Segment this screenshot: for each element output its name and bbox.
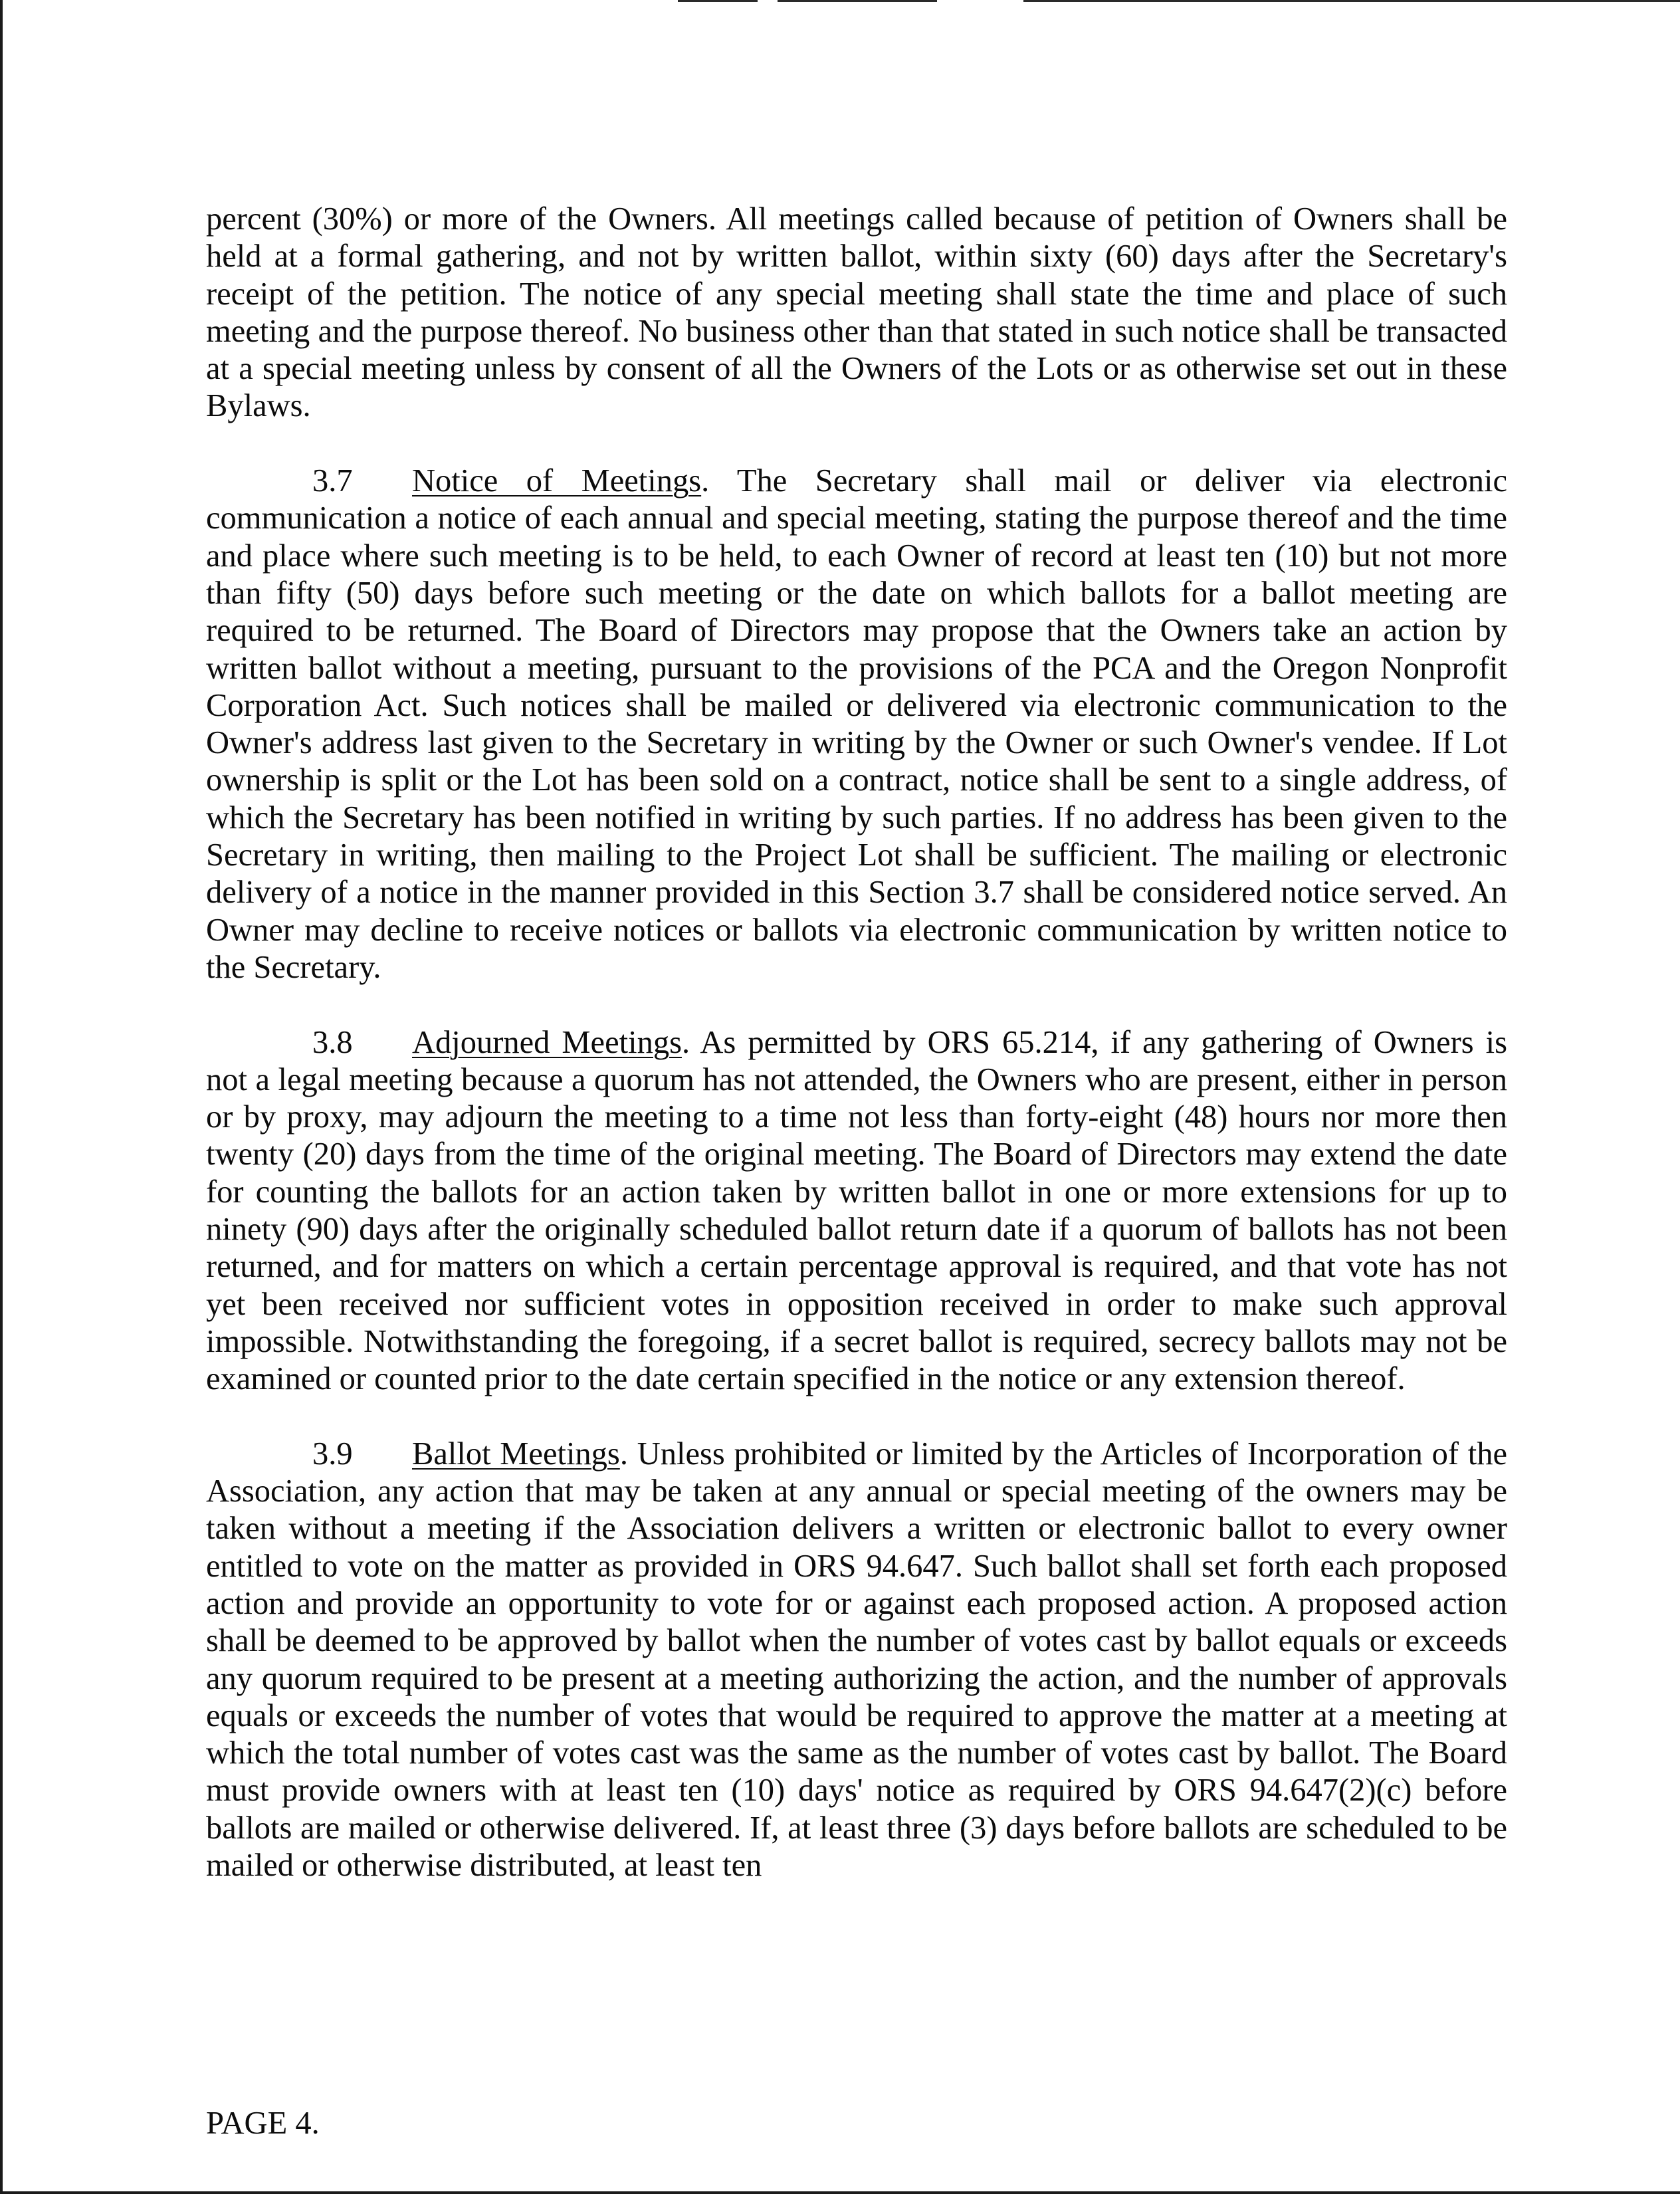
scan-bottom-edge — [0, 2191, 1680, 2194]
section-title: Notice of Meetings — [412, 463, 702, 499]
section-title: Adjourned Meetings — [412, 1024, 682, 1060]
section-3-8: 3.8 Adjourned Meetings. As permitted by ORS 65.214, if any gathering of Owners is not a legal meeting because a quorum has not attended, the Owners who are present, either in person or by proxy, may adjourn the meeting to a time not less than forty-eight (48) hours nor more then twenty (20) days from the time of the original meeting. The Board of Directors may extend the date for counting the ballots for an action taken by written ballot in one or more extensions for up to ninety (90) days after the originally scheduled ballot return date if a quorum of ballots has not been returned, and for matters on which a certain percentage approval is required, and that vote has not yet been received nor sufficient votes in opposition received in order to make such approval impossible. Notwithstanding the foregoing, if a secret ballot is required, secrecy ballots may not be examined or counted prior to the date certain specified in the notice or any extension thereof. — [206, 1024, 1507, 1397]
section-body: The Secretary shall mail or deliver via electronic communication a notice of each annual and special meeting, stating the purpose thereof and the time and place where such meeting is to be held, to each Owner of record at least ten (10) but not more than fifty (50) days before such meeting or the date on which ballots for a ballot meeting are required to be returned. The Board of Directors may propose that the Owners take an action by written ballot without a meeting, pursuant to the provisions of the PCA and the Oregon Nonprofit Corporation Act. Such notices shall be mailed or delivered via electronic communication to the Owner's address last given to the Secretary in writing by the Owner or such Owner's vendee. If Lot ownership is split or the Lot has been sold on a contract, notice shall be sent to a single address, of which the Secretary has been notified in writing by such parties. If no address has been given to the Secretary in writing, then mailing to the Project Lot shall be sufficient. The mailing or electronic delivery of a notice in the manner provided in this Section 3.7 shall be considered notice served. An Owner may decline to receive notices or ballots via electronic communication by written notice to the Secretary. — [206, 463, 1507, 985]
scan-left-edge — [0, 0, 3, 2194]
document-body — [206, 201, 1507, 1922]
page-number: PAGE 4. — [206, 2106, 320, 2141]
section-number: 3.7 — [312, 463, 353, 499]
scan-top-mark — [778, 0, 937, 2]
section-body: Unless prohibited or limited by the Articles of Incorporation of the Association, any action that may be taken at any annual or special meeting of the owners may be taken without a meeting if the Association delivers a written or electronic ballot to every owner entitled to vote on the matter as provided in ORS 94.647. Such ballot shall set forth each proposed action and provide an opportunity to vote for or against each proposed action. A proposed action shall be deemed to be approved by ballot when the number of votes cast by ballot equals or exceeds any quorum required to be present at a meeting authorizing the action, and the number of approvals equals or exceeds the number of votes that would be required to approve the matter at a meeting at which the total number of votes cast was the same as the number of votes cast by ballot. The Board must provide owners with at least ten (10) days' notice as required by ORS 94.647(2)(c) before ballots are mailed or otherwise delivered. If, at least three (3) days before ballots are scheduled to be mailed or otherwise distributed, at least ten — [206, 1436, 1508, 1884]
section-3-9: 3.9 Ballot Meetings. Unless prohibited or limited by the Articles of Incorporation of the Association, any action that may be taken at any annual or special meeting of the owners may be taken without a meeting if the Association delivers a written or electronic ballot to every owner entitled to vote on the matter as provided in ORS 94.647. Such ballot shall set forth each proposed action and provide an opportunity to vote for or against each proposed action. A proposed action shall be deemed to be approved by ballot when the number of votes cast by ballot equals or exceeds any quorum required to be present at a meeting authorizing the action, and the number of approvals equals or exceeds the number of votes that would be required to approve the matter at a meeting at which the total number of votes cast was the same as the number of votes cast by ballot. The Board must provide owners with at least ten (10) days' notice as required by ORS 94.647(2)(c) before ballots are mailed or otherwise delivered. If, at least three (3) days before ballots are scheduled to be mailed or otherwise distributed, at least ten — [206, 1436, 1508, 1884]
section-body: As permitted by ORS 65.214, if any gathering of Owners is not a legal meeting because a quorum has not attended, the Owners who are present, either in person or by proxy, may adjourn the meeting to a time not less than forty-eight (48) hours nor more then twenty (20) days from the time of the original meeting. The Board of Directors may extend the date for counting the ballots for an action taken by written ballot in one or more extensions for up to ninety (90) days after the originally scheduled ballot return date if a quorum of ballots has not been returned, and for matters on which a certain percentage approval is required, and that vote has not yet been received nor sufficient votes in opposition received in order to make such approval impossible. Notwithstanding the foregoing, if a secret ballot is required, secrecy ballots may not be examined or counted prior to the date certain specified in the notice or any extension thereof. — [206, 1024, 1507, 1397]
scan-top-mark — [678, 0, 758, 2]
section-3-7: 3.7 Notice of Meetings. The Secretary shall mail or deliver via electronic communication a notice of each annual and special meeting, stating the purpose thereof and the time and place where such meeting is to be held, to each Owner of record at least ten (10) but not more than fifty (50) days before such meeting or the date on which ballots for a ballot meeting are required to be returned. The Board of Directors may propose that the Owners take an action by written ballot without a meeting, pursuant to the provisions of the PCA and the Oregon Nonprofit Corporation Act. Such notices shall be mailed or delivered via electronic communication to the Owner's address last given to the Secretary in writing by the Owner or such Owner's vendee. If Lot ownership is split or the Lot has been sold on a contract, notice shall be sent to a single address, of which the Secretary has been notified in writing by such parties. If no address has been given to the Secretary in writing, then mailing to the Project Lot shall be sufficient. The mailing or electronic delivery of a notice in the manner provided in this Section 3.7 shall be considered notice served. An Owner may decline to receive notices or ballots via electronic communication by written notice to the Secretary. — [206, 463, 1507, 985]
section-number: 3.9 — [312, 1436, 353, 1472]
section-title: Ballot Meetings — [412, 1436, 620, 1472]
section-number: 3.8 — [312, 1024, 353, 1060]
continuation-paragraph: percent (30%) or more of the Owners. All meetings called because of petition of Owners shall be held at a formal gathering, and not by written ballot, within sixty (60) days after the Secretary's receipt of the petition. The notice of any special meeting shall state the time and place of such meeting and the purpose thereof. No business other than that stated in such notice shall be transacted at a special meeting unless by consent of all the Owners of the Lots or as otherwise set out in these Bylaws. — [206, 201, 1507, 424]
scan-top-mark — [1023, 0, 1680, 2]
